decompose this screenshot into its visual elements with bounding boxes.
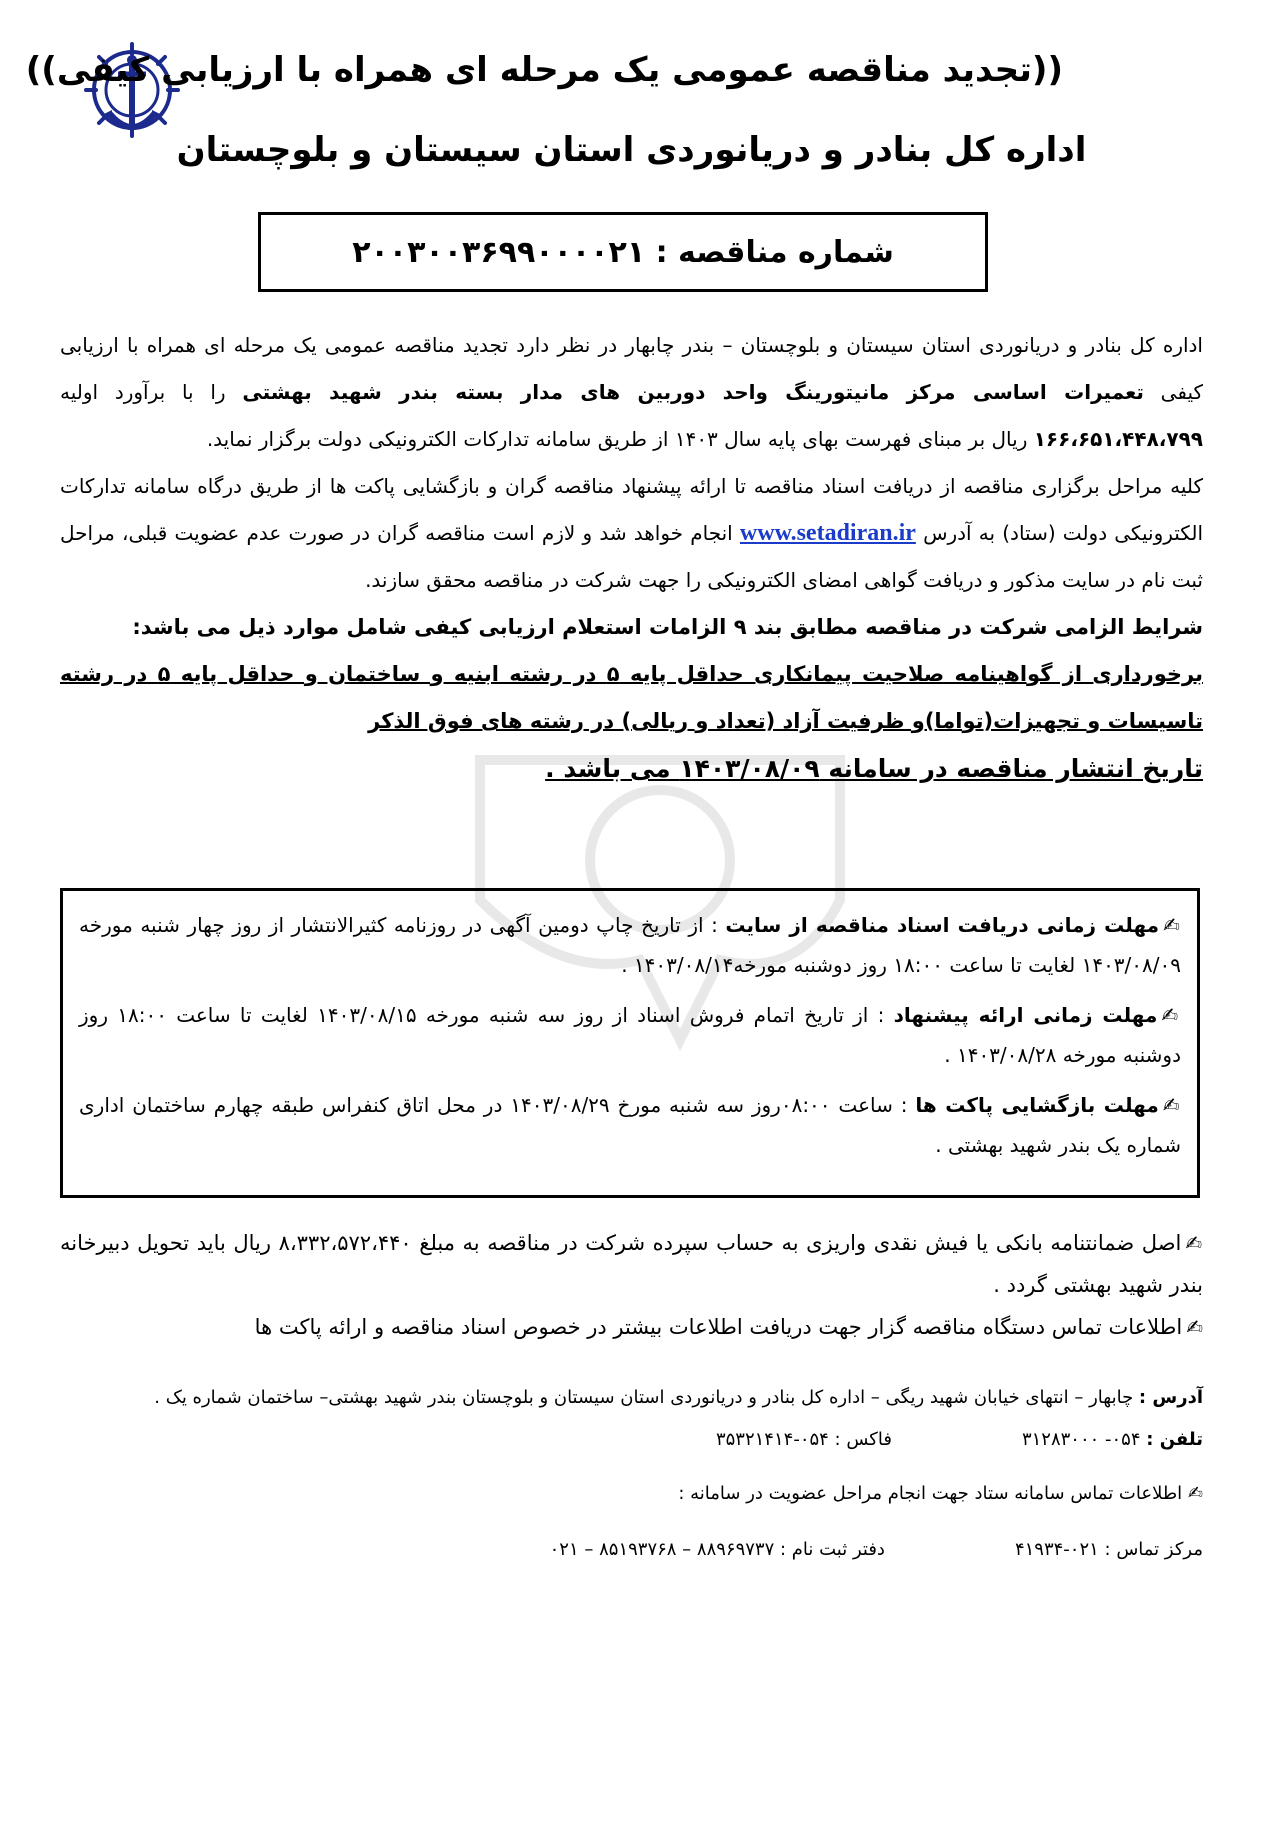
deadline-documents-head: مهلت زمانی دریافت اسناد مناقصه از سایت	[725, 913, 1160, 937]
registration-office: دفتر ثبت نام : ۸۸۹۶۹۷۳۷ – ۸۵۱۹۳۷۶۸ – ۰۲۱	[549, 1539, 885, 1560]
phone-fax-row	[60, 1422, 1203, 1458]
address-section	[60, 1380, 1203, 1568]
pen-icon: ✍	[1161, 1003, 1181, 1027]
pen-icon: ✍	[1185, 1231, 1203, 1255]
setad-contact-row	[60, 1532, 1203, 1568]
pen-icon: ✍	[1186, 1315, 1203, 1339]
setad-link[interactable]: www.setadiran.ir	[739, 520, 916, 546]
organization-title: اداره کل بنادر و دریانوردی استان سیستان و بلوچستان	[176, 130, 1087, 170]
guarantee-section	[60, 1222, 1203, 1348]
address-line	[60, 1380, 1203, 1416]
deadline-opening-head: مهلت بازگشایی پاکت ها	[915, 1093, 1159, 1117]
estimate-amount: ۱۶۶،۶۵۱،۴۴۸،۷۹۹	[1033, 427, 1203, 451]
deadline-documents	[79, 905, 1181, 985]
pen-icon: ✍	[1163, 913, 1182, 937]
guarantee-text	[60, 1222, 1203, 1306]
setad-contact-heading	[60, 1476, 1203, 1512]
phone-number: ۰۵۴- ۳۱۲۸۳۰۰۰	[1021, 1429, 1147, 1450]
deadline-proposal	[79, 995, 1181, 1075]
fax: فاکس : ۰۵۴-۳۵۳۲۱۴۱۴	[715, 1429, 892, 1450]
intro-text-part1: اداره کل بنادر و دریانوردی استان سیستان و بلوچستان – بندر چابهار در نظر دارد تجدید مناقصه عمومی یک مرحله ای همراه با ارزیابی کیفی	[60, 333, 1204, 404]
address-text: چابهار – انتهای خیابان شهید ریگی – اداره کل بنادر و دریانوردی استان سیستان و بلوچستان بندر شهید بهشتی– ساختمان شماره یک .	[154, 1387, 1139, 1408]
procedure-text-part1: کلیه مراحل برگزاری مناقصه از دریافت اسناد مناقصه تا ارائه پیشنهاد مناقصه گران و بازگشایی پاکت ها از طریق درگاه سامانه تدارکات الکترونیکی دولت (ستاد) به آدرس	[60, 474, 1204, 545]
guarantee-body: اصل ضمانتنامه بانکی یا فیش نقدی واریزی به حساب سپرده شرکت در مناقصه به مبلغ ۸،۳۳۲،۵۷۲،۴۴۰ ریال باید تحویل دبیرخانه بندر شهید بهشتی گردد .	[60, 1231, 1203, 1297]
call-center: مرکز تماس : ۰۲۱-۴۱۹۳۴	[1014, 1539, 1203, 1560]
notice-title: ((تجدید مناقصه عمومی یک مرحله ای همراه با ارزیابی کیفی))	[25, 50, 1063, 90]
address-label: آدرس :	[1138, 1387, 1203, 1408]
deadline-documents-body: : از تاریخ چاپ دومین آگهی در روزنامه کثیرالانتشار از روز چهار شنبه مورخه ۱۴۰۳/۰۸/۰۹ لغایت تا ساعت ۱۸:۰۰ روز دوشنبه مورخه۱۴۰۳/۰۸/۱۴ .	[79, 913, 1181, 977]
requirements-body: برخورداری از گواهینامه صلاحیت پیمانکاری حداقل پایه ۵ در رشته ابنیه و ساختمان و حداقل پایه ۵ در رشته تاسیسات و تجهیزات(تواما)و ظرفیت آزاد (تعداد و ریالی) در رشته های فوق الذکر	[60, 662, 1203, 733]
intro-text-part3: ریال بر مبنای فهرست بهای پایه سال ۱۴۰۳ از طریق سامانه تدارکات الکترونیکی دولت برگزار نماید.	[206, 427, 1034, 451]
deadline-opening-body: : ساعت ۰۸:۰۰روز سه شنبه مورخ ۱۴۰۳/۰۸/۲۹ در محل اتاق کنفراس طبقه چهارم ساختمان اداری شماره یک بندر شهید بهشتی .	[79, 1093, 1181, 1157]
pen-icon: ✍	[1187, 1483, 1203, 1504]
setad-contact-heading-text: اطلاعات تماس سامانه ستاد جهت انجام مراحل عضویت در سامانه :	[678, 1483, 1188, 1504]
notice-body	[60, 322, 1203, 794]
deadline-proposal-head: مهلت زمانی ارائه پیشنهاد	[893, 1003, 1158, 1027]
phone-label: تلفن :	[1146, 1429, 1203, 1450]
deadline-proposal-body: : از تاریخ اتمام فروش اسناد از روز سه شنبه مورخه ۱۴۰۳/۰۸/۱۵ لغایت تا ساعت ۱۸:۰۰ روز دوشنبه مورخه ۱۴۰۳/۰۸/۲۸ .	[79, 1003, 1181, 1067]
deadlines-box	[60, 888, 1200, 1198]
contact-heading-text: اطلاعات تماس دستگاه مناقصه گزار جهت دریافت اطلاعات بیشتر در خصوص اسناد مناقصه و ارائه پاکت ها	[254, 1315, 1183, 1339]
project-title: تعمیرات اساسی مرکز مانیتورینگ واحد دوربین های مدار بسته بندر شهید بهشتی	[242, 380, 1144, 404]
phone	[1022, 1422, 1203, 1458]
tender-number-box: شماره مناقصه : ۲۰۰۳۰۰۳۶۹۹۰۰۰۰۲۱	[258, 212, 988, 292]
contact-heading	[60, 1306, 1203, 1348]
requirements-heading: شرایط الزامی شرکت در مناقصه مطابق بند ۹ الزامات استعلام ارزیابی کیفی شامل موارد ذیل می باشد:	[132, 615, 1203, 639]
pen-icon: ✍	[1162, 1093, 1182, 1117]
publish-date: تاریخ انتشار مناقصه در سامانه ۱۴۰۳/۰۸/۰۹ می باشد .	[545, 754, 1203, 783]
intro-text-part2: را با برآورد اولیه	[60, 380, 243, 404]
procedure-text-part2: انجام خواهد شد و لازم است مناقصه گران در صورت عدم عضویت قبلی، مراحل ثبت نام در سایت مذکور و دریافت گواهی امضای الکترونیکی را جهت شرکت در مناقصه محقق سازند.	[60, 521, 1203, 592]
deadline-opening	[79, 1085, 1181, 1165]
